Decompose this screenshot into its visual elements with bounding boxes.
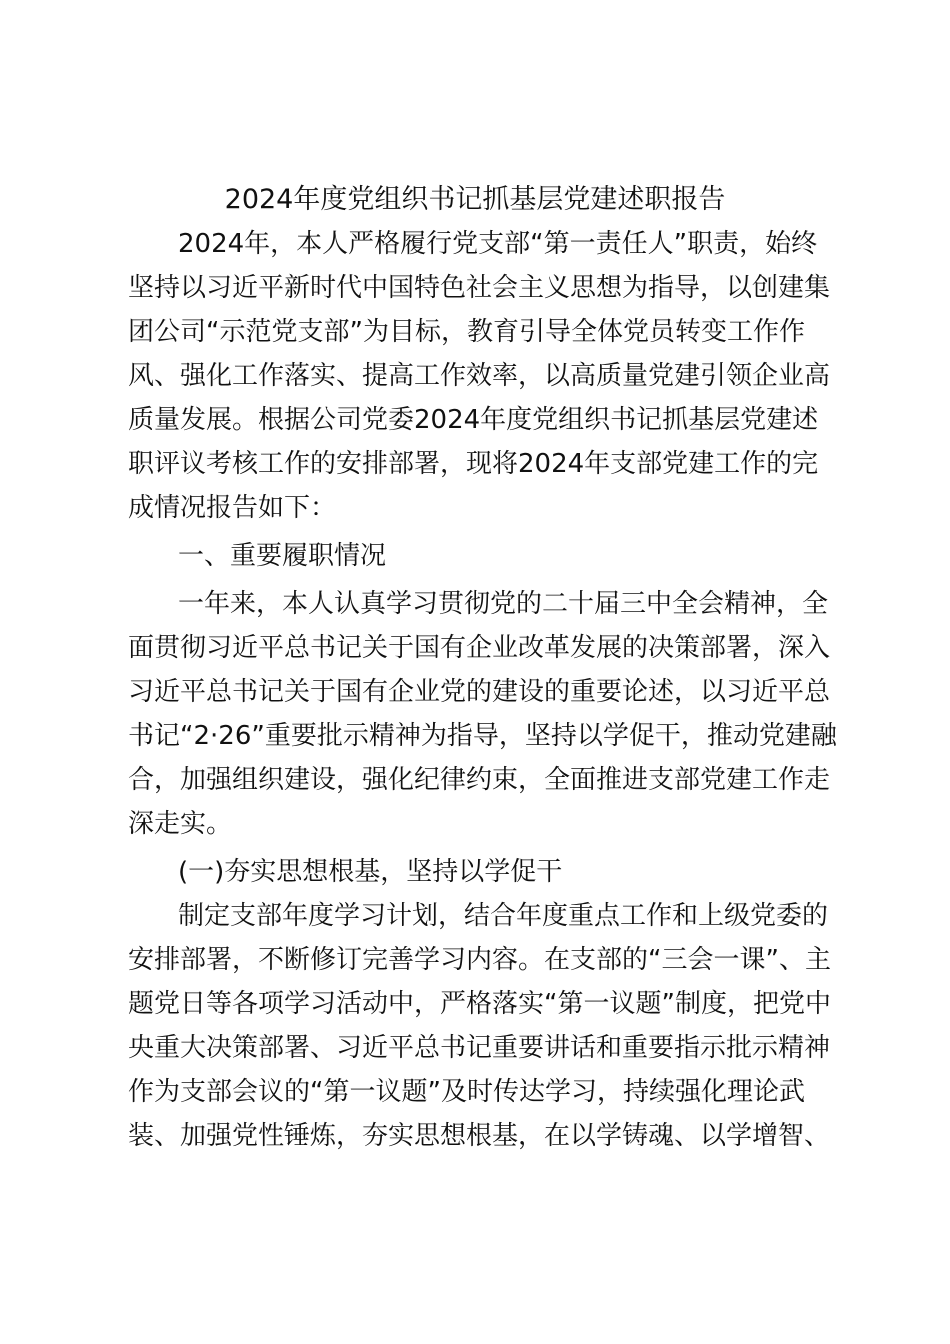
paragraph-line: 面贯彻习近平总书记关于国有企业改革发展的决策部署，深入	[128, 633, 831, 663]
subsection-heading: (一)夯实思想根基，坚持以学促干	[178, 857, 563, 887]
section-heading: 一、重要履职情况	[178, 541, 387, 571]
paragraph-line: 题党日等各项学习活动中，严格落实“第一议题”制度，把党中	[128, 989, 831, 1019]
paragraph-line: 装、加强党性锤炼，夯实思想根基，在以学铸魂、以学增智、	[128, 1121, 831, 1151]
paragraph-line: 习近平总书记关于国有企业党的建设的重要论述，以习近平总	[128, 677, 831, 707]
paragraph-line: 书记“2·26”重要批示精神为指导，坚持以学促干，推动党建融	[128, 721, 837, 751]
paragraph-line: 安排部署，不断修订完善学习内容。在支部的“三会一课”、主	[128, 945, 831, 975]
paragraph-line: 坚持以习近平新时代中国特色社会主义思想为指导，以创建集	[128, 273, 831, 303]
paragraph-line: 2024年，本人严格履行党支部“第一责任人”职责，始终	[178, 229, 818, 259]
paragraph-line: 作为支部会议的“第一议题”及时传达学习，持续强化理论武	[128, 1077, 805, 1107]
paragraph-line: 职评议考核工作的安排部署，现将2024年支部党建工作的完	[128, 449, 819, 479]
paragraph-line: 一年来，本人认真学习贯彻党的二十届三中全会精神，全	[178, 589, 829, 619]
paragraph-line: 制定支部年度学习计划，结合年度重点工作和上级党委的	[178, 901, 829, 931]
document-title: 2024年度党组织书记抓基层党建述职报告	[224, 184, 726, 215]
paragraph-line: 央重大决策部署、习近平总书记重要讲话和重要指示批示精神	[128, 1033, 831, 1063]
paragraph-line: 质量发展。根据公司党委2024年度党组织书记抓基层党建述	[128, 405, 819, 435]
paragraph-line: 深走实。	[128, 809, 233, 839]
paragraph-line: 风、强化工作落实、提高工作效率，以高质量党建引领企业高	[128, 361, 831, 391]
paragraph-line: 团公司“示范党支部”为目标，教育引导全体党员转变工作作	[128, 317, 805, 347]
paragraph-line: 合，加强组织建设，强化纪律约束，全面推进支部党建工作走	[128, 765, 831, 795]
paragraph-line: 成情况报告如下：	[128, 493, 337, 523]
